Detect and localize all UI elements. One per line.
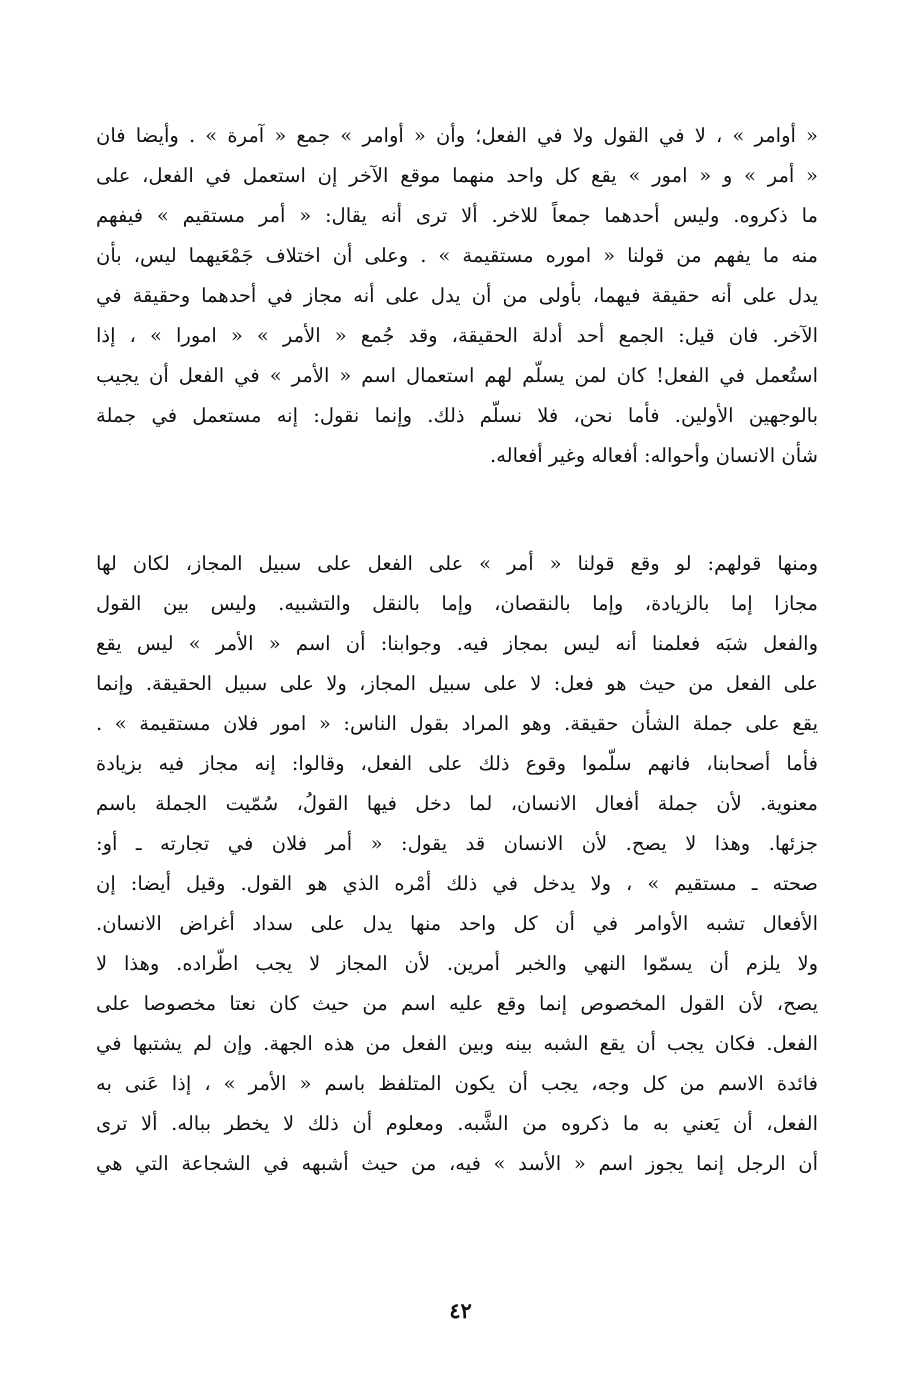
text-line: جزئها. وهذا لا يصح. لأن الانسان قد يقول: « أمر فلان في تجارته ـ أو:: [96, 832, 818, 855]
text-line: استُعمل في الفعل! كان لمن يسلّم لهم استعمال اسم « الأمر » في الفعل أن يجيب: [96, 364, 818, 387]
paragraph-2: [96, 544, 818, 1184]
text-line: يصح، لأن القول المخصوص إنما وقع عليه اسم من حيث كان نعتا مخصوصا على: [96, 992, 818, 1015]
text-line: ومنها قولهم: لو وقع قولنا « أمر » على الفعل على سبيل المجاز، لكان لها: [96, 552, 818, 575]
text-line: بالوجهين الأولين. فأما نحن، فلا نسلّم ذلك. وإنما نقول: إنه مستعمل في جملة: [96, 404, 818, 427]
text-line: الفعل. فكان يجب أن يقع الشبه بينه وبين الفعل من هذه الجهة. وإن لم يشتبها في: [96, 1032, 818, 1055]
text-line: على الفعل من حيث هو فعل: لا على سبيل المجاز، ولا على سبيل الحقيقة. وإنما: [96, 672, 818, 695]
text-line: شأن الانسان وأحواله: أفعاله وغير أفعاله.: [490, 444, 818, 467]
text-line: أن الرجل إنما يجوز اسم « الأسد » فيه، من حيث أشبهه في الشجاعة التي هي: [96, 1152, 818, 1175]
text-line: منه ما يفهم من قولنا « اموره مستقيمة » . وعلى أن اختلاف جَمْعَيهما ليس، بأن: [96, 244, 818, 267]
text-line: « أوامر » ، لا في القول ولا في الفعل؛ وأن « أوامر » جمع « آمرة » . وأيضا فان: [96, 124, 818, 147]
text-line: الفعل، أن يَعني به ما ذكروه من الشَّبه. ومعلوم أن ذلك لا يخطر بباله. ألا ترى: [96, 1112, 818, 1135]
text-line: « أمر » و « امور » يقع كل واحد منهما موقع الآخر إن استعمل في الفعل، على: [96, 164, 818, 187]
text-line: الأفعال تشبه الأوامر في أن كل واحد منها يدل على سداد أغراض الانسان.: [96, 912, 818, 935]
text-line: فأما أصحابنا، فانهم سلّموا وقوع ذلك على الفعل، وقالوا: إنه مجاز فيه بزيادة: [96, 752, 818, 775]
text-line: معنوية. لأن جملة أفعال الانسان، لما دخل فيها القولُ، سُمّيت الجملة باسم: [96, 792, 818, 815]
page-number: ٤٢: [449, 1298, 472, 1323]
text-line: ولا يلزم أن يسمّوا النهي والخبر أمرين. لأن المجاز لا يجب اطّراده. وهذا لا: [96, 952, 818, 975]
text-line: والفعل شبَه فعلمنا أنه ليس بمجاز فيه. وجوابنا: أن اسم « الأمر » ليس يقع: [96, 632, 818, 655]
text-line: فائدة الاسم من كل وجه، يجب أن يكون المتلفظ باسم « الأمر » ، إذا عَنى به: [96, 1072, 818, 1095]
text-line: الآخر. فان قيل: الجمع أحد أدلة الحقيقة، وقد جُمع « الأمر » « امورا » ، إذا: [96, 324, 818, 347]
text-line: يقع على جملة الشأن حقيقة. وهو المراد بقول الناس: « امور فلان مستقيمة » .: [96, 712, 818, 735]
text-line: مجازا إما بالزيادة، وإما بالنقصان، وإما بالنقل والتشبيه. وليس بين القول: [96, 592, 818, 615]
text-line: صحته ـ مستقيم » ، ولا يدخل في ذلك أمْره الذي هو القول. وقيل أيضا: إن: [96, 872, 818, 895]
paragraph-1: [96, 116, 818, 476]
text-line: يدل على أنه حقيقة فيهما، بأولى من أن يدل على أنه مجاز في أحدهما وحقيقة في: [96, 284, 818, 307]
text-line: ما ذكروه. وليس أحدهما جمعاً للاخر. ألا ترى أنه يقال: « أمر مستقيم » فيفهم: [96, 204, 818, 227]
